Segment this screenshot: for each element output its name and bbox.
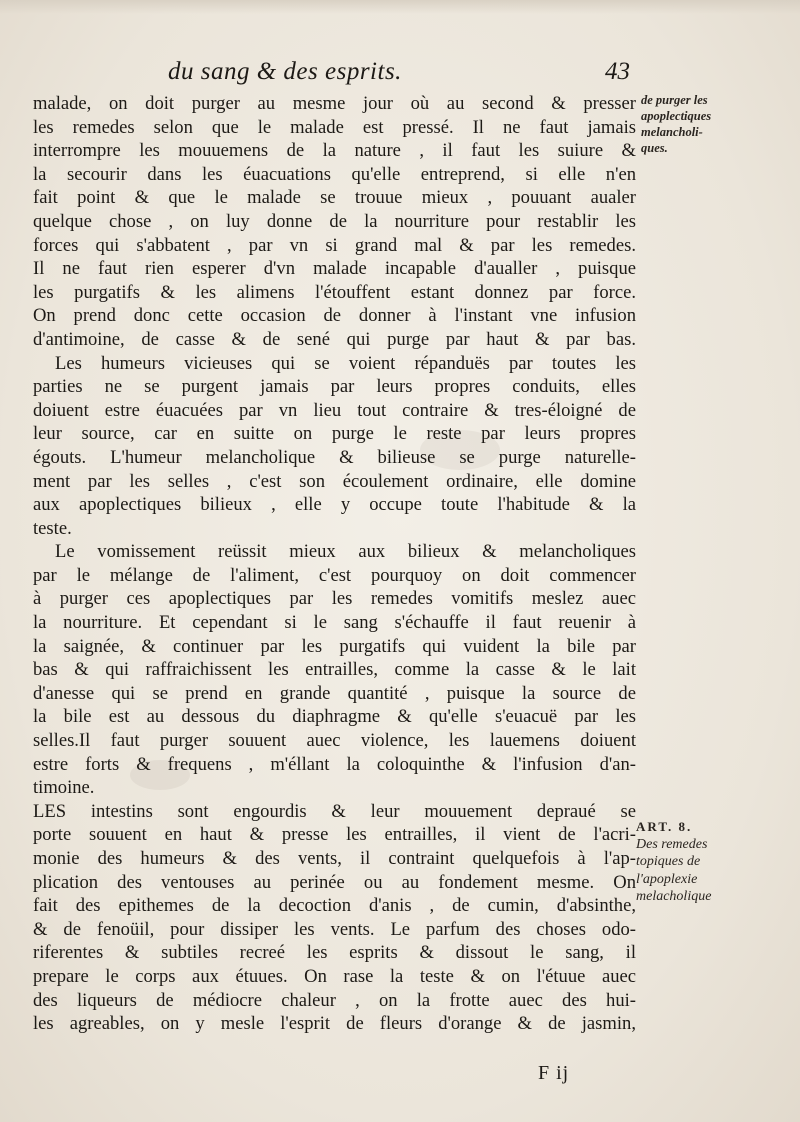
running-head — [150, 58, 630, 92]
text-line: Le vomissement reüssit mieux aux bilieux & melancholiques — [55, 541, 636, 563]
text-line: riferentes & subtiles recreé les esprits & dissout le sang, il — [33, 942, 636, 964]
text-line: leur source, car en suitte on purge le reste par leurs propres — [33, 423, 636, 445]
text-line: des liqueurs de médiocre chaleur , on la frotte auec des hui- — [33, 989, 636, 1011]
text-line: On prend donc cette occasion de donner à l'instant vne infusion — [33, 305, 636, 327]
margin-note-line: melacholique — [636, 889, 712, 904]
margin-note-line: de purger les — [641, 93, 708, 107]
text-line: plication des ventouses au perinée ou au fondement mesme. On — [33, 871, 636, 893]
margin-note-topical-remedies — [636, 818, 776, 906]
text-line: teste. — [33, 517, 72, 539]
text-line: malade, on doit purger au mesme jour où au second & presser — [33, 93, 636, 114]
text-line: monie des humeurs & des vents, il contraint quelquefois à l'ap- — [33, 848, 636, 869]
text-line: estre forts & frequens , m'éllant la coloquinthe & l'infusion d'an- — [33, 753, 636, 775]
body-text — [33, 92, 636, 1036]
margin-note-line: ques. — [641, 141, 668, 155]
running-head-title: du sang & des esprits. — [168, 58, 402, 85]
text-line: égouts. L'humeur melancholique & bilieuse se purge naturelle- — [33, 446, 636, 468]
text-line: interrompre les mouuemens de la nature , il faut les suiure & — [33, 140, 636, 162]
text-line: & de fenoüil, pour dissiper les vents. Le parfum des choses odo- — [33, 918, 636, 940]
text-line: par le mélange de l'aliment, c'est pourquoy on doit commencer — [33, 564, 636, 586]
text-line: les agreables, on y mesle l'esprit de fleurs d'orange & de jasmin, — [33, 1013, 636, 1035]
text-line: selles.Il faut purger souuent auec violence, les lauemens doiuent — [33, 730, 636, 752]
margin-note-line: apoplectiques — [641, 109, 712, 123]
text-line: aux apoplectiques bilieux , elle y occupe toute l'habitude & la — [33, 494, 636, 516]
text-line: les remedes selon que le malade est pressé. Il ne faut jamais — [33, 116, 636, 138]
text-line: porte souuent en haut & presse les entrailles, il vient de l'acri- — [33, 824, 636, 846]
text-line: parties ne se purgent jamais par leurs propres conduits, elles — [33, 376, 636, 398]
text-line: fait point & que le malade se trouue mieux , pouuant aualer — [33, 187, 636, 209]
text-line: la bile est au dessous du diaphragme & qu'elle s'euacuë par les — [33, 706, 636, 728]
text-line: forces qui s'abbatent , par vn si grand mal & par les remedes. — [33, 234, 636, 256]
margin-note-line: l'apoplexie — [636, 871, 698, 887]
margin-note-purging — [641, 92, 771, 156]
text-line: Les humeurs vicieuses qui se voient répanduës par toutes les — [55, 352, 636, 374]
text-line: timoine. — [33, 777, 95, 799]
signature-mark: F ij — [538, 1062, 570, 1084]
margin-note-line: topiques de — [636, 854, 701, 869]
text-line: d'anesse qui se prend en grande quantité , puisque la source de — [33, 682, 636, 704]
text-line: ment par les selles , c'est son écoulement ordinaire, elle domine — [33, 470, 636, 492]
margin-note-line: Des remedes — [636, 836, 708, 852]
text-line: d'antimoine, de casse & de sené qui purge par haut & par bas. — [33, 328, 636, 350]
text-line: quelque chose , on luy donne de la nourriture pour restablir les — [33, 210, 636, 232]
margin-note-line: melancholi- — [641, 125, 703, 139]
text-line: fait des epithemes de la decoction d'anis , de cumin, d'absinthe, — [33, 895, 636, 917]
text-line: LES intestins sont engourdis & leur mouuement depraué se — [33, 800, 636, 822]
text-line: prepare le corps aux étuues. On rase la teste & on l'étuue auec — [33, 965, 636, 987]
text-line: Il ne faut rien esperer d'vn malade incapable d'aualler , puisque — [33, 258, 636, 280]
article-number: ART. 8. — [636, 819, 693, 834]
text-line: la nourriture. Et cependant si le sang s'échauffe il faut reuenir à — [33, 612, 636, 634]
text-line: doiuent estre éuacuées par vn lieu tout contraire & tres-éloigné de — [33, 399, 636, 421]
text-line: la saignée, & continuer par les purgatifs qui vuident la bile par — [33, 635, 636, 657]
text-line: bas & qui raffraichissent les entrailles, comme la casse & le lait — [33, 659, 636, 681]
text-line: les purgatifs & les alimens l'étouffent estant donnez par force. — [33, 281, 636, 303]
page-top-edge — [0, 0, 800, 14]
page-number: 43 — [605, 58, 630, 85]
text-line: à purger ces apoplectiques par les remedes vomitifs meslez auec — [33, 588, 636, 610]
text-line: la secourir dans les éuacuations qu'elle entreprend, si elle n'en — [33, 163, 636, 185]
